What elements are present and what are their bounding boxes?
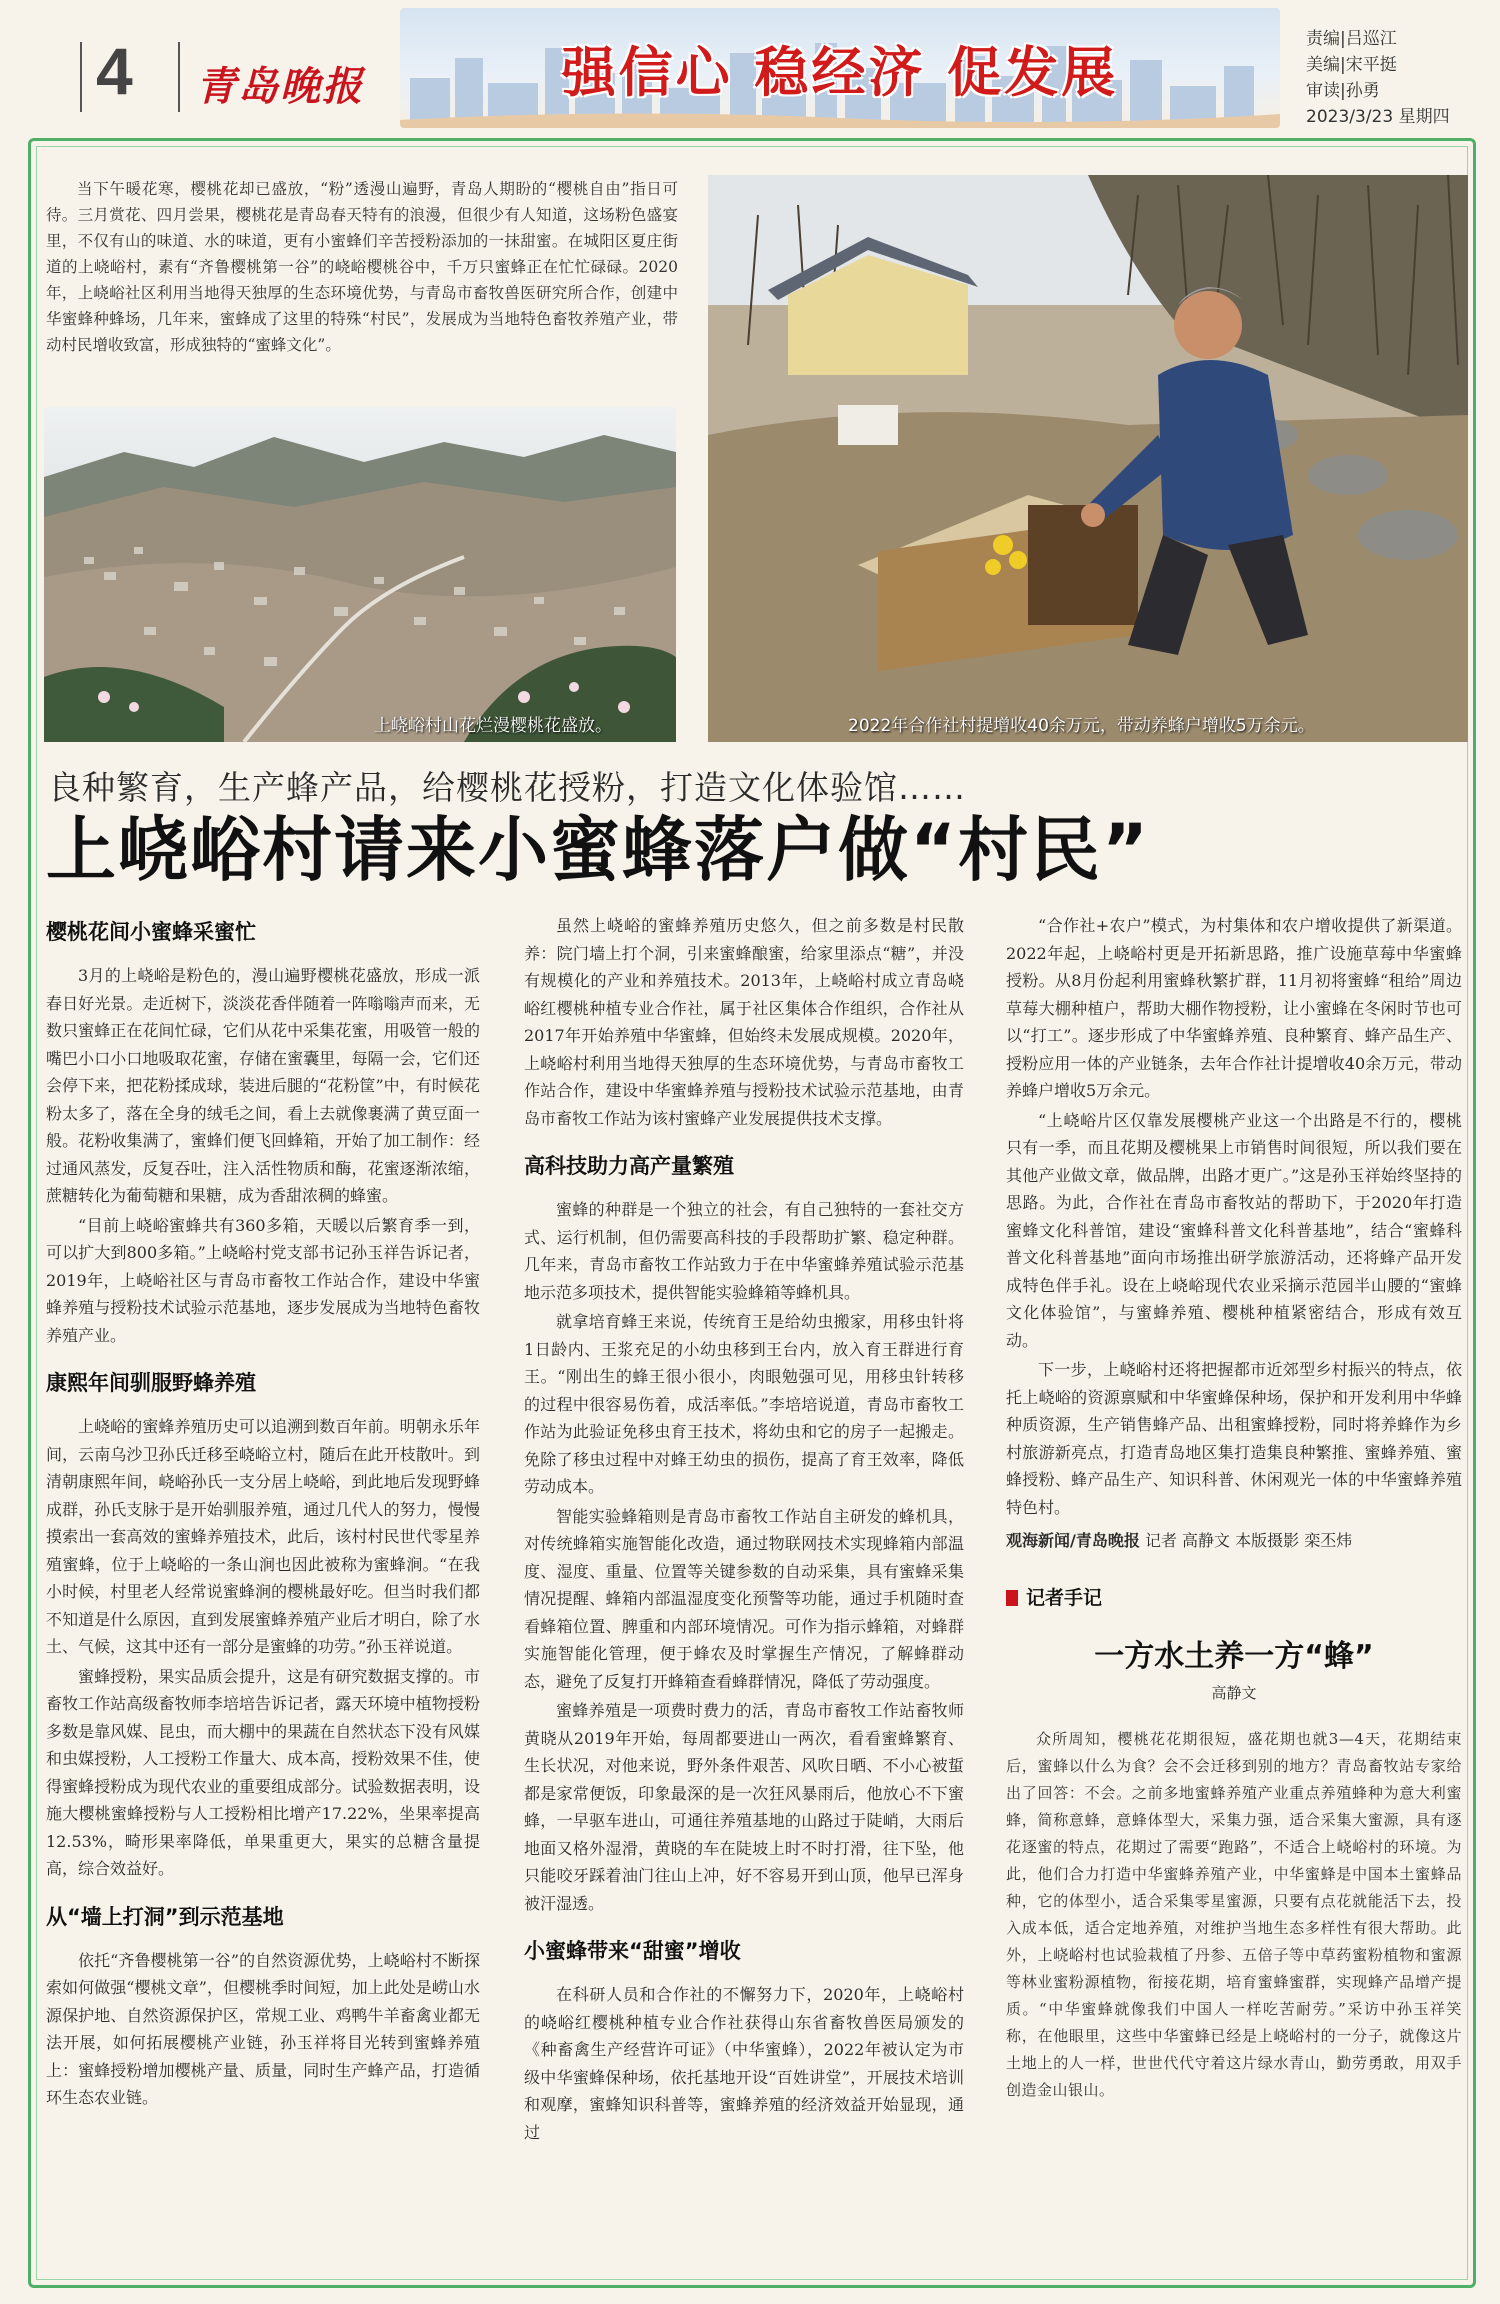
photo-beekeeper — [708, 175, 1468, 742]
body-paragraph: 在科研人员和合作社的不懈努力下，2020年，上峣峪村的峣峪红樱桃种植专业合作社获得山东省畜牧兽医局颁发的《种畜禽生产经营许可证》（中华蜜蜂），2022年被认定为市级中华蜜蜂保种场，依托基地开设“百姓讲堂”，开展技术培训和观摩，蜜蜂知识科普等，蜜蜂养殖的经济效益开始显现，通过 — [524, 1985, 964, 2142]
photo-caption: 2022年合作社村提增收40余万元，带动养蜂户增收5万余元。 — [848, 716, 1315, 736]
body-paragraph: 下一步，上峣峪村还将把握都市近郊型乡村振兴的特点，依托上峣峪的资源禀赋和中华蜜蜂保种场，保护和开发利用中华蜂种质资源，生产销售蜂产品、出租蜜蜂授粉，同时将养蜂作为乡村旅游新亮点，打造青岛地区集打造集良种繁推、蜜蜂养殖、蜜蜂授粉、蜂产品生产、知识科普、休闲观光一体的中华蜜蜂养殖特色村。 — [1006, 1360, 1462, 1517]
article-column-1 — [46, 912, 480, 2114]
body-paragraph: “合作社+农户”模式，为村集体和农户增收提供了新渠道。2022年起，上峣峪村更是开拓新思路，推广设施草莓中华蜜蜂授粉。从8月份起利用蜜蜂秋繁扩群，11月初将蜜蜂“租给”周边草莓大棚种植户，帮助大棚作物授粉，让小蜜蜂在冬闲时节也可以“打工”。逐步形成了中华蜜蜂养殖、良种繁育、蜂产品生产、授粉应用一体的产业链条，去年合作社计提增收40余万元，带动养蜂户增收5万余元。 — [1006, 916, 1462, 1100]
newspaper-logo: 青岛晚报 — [196, 63, 364, 110]
byline-outlet: 观海新闻/青岛晚报 — [1006, 1531, 1140, 1550]
section-heading: 高科技助力高产量繁殖 — [524, 1154, 734, 1178]
issue-date: 2023/3/23 星期四 — [1306, 107, 1450, 127]
slogan-banner — [400, 8, 1280, 128]
credit-line: 美编|宋平挺 — [1306, 55, 1397, 75]
photo-caption: 上峣峪村山花烂漫樱桃花盛放。 — [374, 716, 612, 736]
slogan-text: 强信心 稳经济 促发展 — [561, 41, 1119, 104]
article-column-3 — [1006, 912, 1462, 2106]
masthead — [0, 0, 1500, 130]
page-number: 4 — [96, 34, 133, 108]
byline-authors: 记者 高静文 本版摄影 栾丕炜 — [1139, 1531, 1353, 1550]
byline — [1006, 1527, 1462, 1555]
reporter-notes-body: 众所周知，樱桃花花期很短，盛花期也就3—4天，花期结束后，蜜蜂以什么为食？会不会迁移到别的地方？青岛畜牧站专家给出了回答：不会。之前多地蜜蜂养殖产业重点养殖蜂种为意大利蜜蜂，简称意蜂，意蜂体型大，采集力强，适合采集大蜜源，具有逐花逐蜜的特点，花期过了需要“跑路”，不适合上峣峪村的环境。为此，他们合力打造中华蜜蜂养殖产业，中华蜜蜂是中国本土蜜蜂品种，它的体型小，适合采集零星蜜源，只要有点花就能活下去，投入成本低，适合定地养殖，对维护当地生态多样性有很大帮助。此外，上峣峪村也试验栽植了丹参、五倍子等中草药蜜粉植物和蜜源等林业蜜粉源植物，衔接花期，培育蜜蜂蜜群，实现蜂产品增产提质。“中华蜜蜂就像我们中国人一样吃苦耐劳。”采访中孙玉祥笑称，在他眼里，这些中华蜜蜂已经是上峣峪村的一分子，就像这片土地上的人一样，世世代代守着这片绿水青山，勤劳勇敢，用双手创造金山银山。 — [1006, 1729, 1462, 2099]
body-paragraph: 虽然上峣峪的蜜蜂养殖历史悠久，但之前多数是村民散养：院门墙上打个洞，引来蜜蜂酿蜜，给家里添点“糖”，并没有规模化的产业和养殖技术。2013年，上峣峪村成立青岛峣峪红樱桃种植专业合作社，属于社区集体合作组织，合作社从2017年开始养殖中华蜜蜂，但始终未发展成规模。2020年，上峣峪村利用当地得天独厚的生态环境优势，与青岛市畜牧工作站合作，建设中华蜜蜂养殖与授粉技术试验示范基地，由青岛市畜牧工作站为该村蜜蜂产业发展提供技术支撑。 — [524, 916, 964, 1128]
masthead-divider — [178, 42, 180, 112]
body-paragraph: 蜜蜂养殖是一项费时费力的活，青岛市畜牧工作站畜牧师黄晓从2019年开始，每周都要进山一两次，看看蜜蜂繁育、生长状况，对他来说，野外条件艰苦、风吹日晒、不小心被蜇都是家常便饭，印象最深的是一次狂风暴雨后，他放心不下蜜蜂，一早驱车进山，可通往养殖基地的山路过于陡峭，大雨后地面又格外湿滑，黄晓的车在陡坡上时不时打滑，往下坠，他只能咬牙踩着油门往山上冲，好不容易开到山顶，他早已浑身被汗湿透。 — [524, 1701, 964, 1913]
reporter-notes-title: 一方水土养一方“蜂” — [1094, 1639, 1374, 1674]
editor-credits — [1306, 26, 1450, 130]
section-heading: 从“墙上打洞”到示范基地 — [46, 1904, 284, 1929]
body-paragraph: “上峣峪片区仅靠发展樱桃产业这一个出路是不行的，樱桃只有一季，而且花期及樱桃果上市销售时间很短，所以我们要在其他产业做文章，做品牌，出路才更广。”这是孙玉祥始终坚持的思路。为此，合作社在青岛市畜牧站的帮助下，于2020年打造蜜蜂文化科普馆，建设“蜜蜂科普文化科普基地”，结合“蜜蜂科普文化科普基地”面向市场推出研学旅游活动，还将蜂产品开发成特色伴手礼。设在上峣峪现代农业采摘示范园半山腰的“蜜蜂文化体验馆”，与蜜蜂养殖、樱桃种植紧密结合，形成有效互动。 — [1006, 1110, 1462, 1350]
red-marker-icon — [1006, 1590, 1018, 1606]
body-paragraph: 上峣峪的蜜蜂养殖历史可以追溯到数百年前。明朝永乐年间，云南乌沙卫孙氏迁移至峣峪立村，随后在此开枝散叶。到清朝康熙年间，峣峪孙氏一支分居上峣峪，到此地后发现野蜂成群，孙氏支脉于是开始驯服养殖，通过几代人的努力，慢慢摸索出一套高效的蜜蜂养殖技术，此后，该村村民世代零星养殖蜜蜂，位于上峣峪的一条山涧也因此被称为蜜蜂涧。“在我小时候，村里老人经常说蜜蜂涧的樱桃最好吃。但当时我们都不知道是什么原因，直到发展蜜蜂养殖产业后才明白，除了水土、气候，这其中还有一部分是蜜蜂的功劳。”孙玉祥说道。 — [46, 1417, 480, 1656]
article-column-2 — [524, 912, 964, 2148]
photo-village-aerial — [44, 407, 676, 742]
intro-paragraph: 当下午暖花寒，樱桃花却已盛放，“粉”透漫山遍野，青岛人期盼的“樱桃自由”指日可待。三月赏花、四月尝果，樱桃花是青岛春天特有的浪漫，但很少有人知道，这场粉色盛宴里，不仅有山的味道、水的味道，更有小蜜蜂们辛苦授粉添加的一抹甜蜜。在城阳区夏庄街道的上峣峪村，素有“齐鲁樱桃第一谷”的峣峪樱桃谷中，千万只蜜蜂正在忙忙碌碌。2020年，上峣峪社区利用当地得天独厚的生态环境优势，与青岛市畜牧兽医研究所合作，创建中华蜜蜂种蜂场，几年来，蜜蜂成了这里的特殊“村民”，发展成为当地特色畜牧养殖产业，带动村民增收致富，形成独特的“蜜蜂文化”。 — [46, 180, 678, 354]
reporter-notes-author: 高静文 — [1211, 1684, 1257, 1702]
credit-line: 责编|吕巡江 — [1306, 29, 1397, 49]
body-paragraph: 蜜蜂的种群是一个独立的社会，有自己独特的一套社交方式、运行机制，但仍需要高科技的手段帮助扩繁、稳定种群。几年来，青岛市畜牧工作站致力于在中华蜜蜂养殖试验示范基地示范多项技术，提供智能实验蜂箱等蜂机具。 — [524, 1200, 964, 1302]
body-paragraph: 依托“齐鲁樱桃第一谷”的自然资源优势，上峣峪村不断探索如何做强“樱桃文章”，但樱桃季时间短，加上此处是崂山水源保护地、自然资源保护区，常规工业、鸡鸭牛羊畜禽业都无法开展，如何拓展樱桃产业链，孙玉祥将目光转到蜜蜂养殖上：蜜蜂授粉增加樱桃产量、质量，同时生产蜂产品，打造循环生态农业链。 — [46, 1950, 480, 2107]
article-headline: 上峣峪村请来小蜜蜂落户做“村民” — [46, 809, 1151, 891]
credit-line: 审读|孙勇 — [1306, 81, 1380, 101]
section-heading: 康熙年间驯服野蜂养殖 — [46, 1371, 256, 1395]
body-paragraph: 智能实验蜂箱则是青岛市畜牧工作站自主研发的蜂机具，对传统蜂箱实施智能化改造，通过物联网技术实现蜂箱内部温度、湿度、重量、位置等关键参数的自动采集，具有蜜蜂采集情况提醒、蜂箱内部温湿度变化预警等功能，通过手机随时查看蜂箱位置、脾重和内部环境情况。可作为指示蜂箱，对蜂群实施智能化管理，便于蜂农及时掌握生产情况，了解蜂群动态，避免了反复打开蜂箱查看蜂群情况，降低了劳动强度。 — [524, 1506, 964, 1691]
reporter-notes-tag: 记者手记 — [1006, 1585, 1462, 1613]
body-paragraph: 就拿培育蜂王来说，传统育王是给幼虫搬家，用移虫针将1日龄内、王浆充足的小幼虫移到王台内，放入育王群进行育王。“刚出生的蜂王很小很小，肉眼勉强可见，用移虫针转移的过程中很容易伤着，成活率低。”李培培说道，青岛市畜牧工作站为此验证免移虫育王技术，将幼虫和它的房子一起搬走。免除了移虫过程中对蜂王幼虫的损伤，提高了育王效率，降低劳动成本。 — [524, 1312, 964, 1496]
section-heading: 小蜜蜂带来“甜蜜”增收 — [524, 1939, 741, 1963]
masthead-divider — [80, 42, 82, 112]
body-paragraph: “目前上峣峪蜜蜂共有360多箱，天暖以后繁育季一到，可以扩大到800多箱。”上峣峪村党支部书记孙玉祥告诉记者，2019年，上峣峪社区与青岛市畜牧工作站合作，建设中华蜜蜂养殖与授粉技术试验示范基地，逐步发展成为当地特色畜牧养殖产业。 — [46, 1215, 480, 1345]
body-paragraph: 3月的上峣峪是粉色的，漫山遍野樱桃花盛放，形成一派春日好光景。走近树下，淡淡花香伴随着一阵嗡嗡声而来，无数只蜜蜂正在花间忙碌，它们从花中采集花蜜，用吸管一般的嘴巴小口小口地吸取花蜜，存储在蜜囊里，每隔一会，它们还会停下来，把花粉揉成球，装进后腿的“花粉筐”中，有时候花粉太多了，落在全身的绒毛之间，看上去就像裹满了黄豆面一般。花粉收集满了，蜜蜂们便飞回蜂箱，开始了加工制作：经过通风蒸发，反复吞吐，注入活性物质和酶，花蜜逐渐浓缩，蔗糖转化为葡萄糖和果糖，成为香甜浓稠的蜂蜜。 — [46, 966, 480, 1205]
body-paragraph: 蜜蜂授粉，果实品质会提升，这是有研究数据支撑的。市畜牧工作站高级畜牧师李培培告诉记者，露天环境中植物授粉多数是靠风媒、昆虫，而大棚中的果蔬在自然状态下没有风媒和虫媒授粉，人工授粉工作量大、成本高，授粉效果不佳，使得蜜蜂授粉成为现代农业的重要组成部分。试验数据表明，设施大樱桃蜜蜂授粉与人工授粉相比增产17.22%，坐果率提高12.53%，畸形果率降低，单果重更大，果实的总糖含量提高，综合效益好。 — [46, 1666, 480, 1878]
article-subtitle: 良种繁育，生产蜂产品，给樱桃花授粉，打造文化体验馆…… — [48, 768, 966, 807]
section-heading: 樱桃花间小蜜蜂采蜜忙 — [46, 920, 256, 944]
